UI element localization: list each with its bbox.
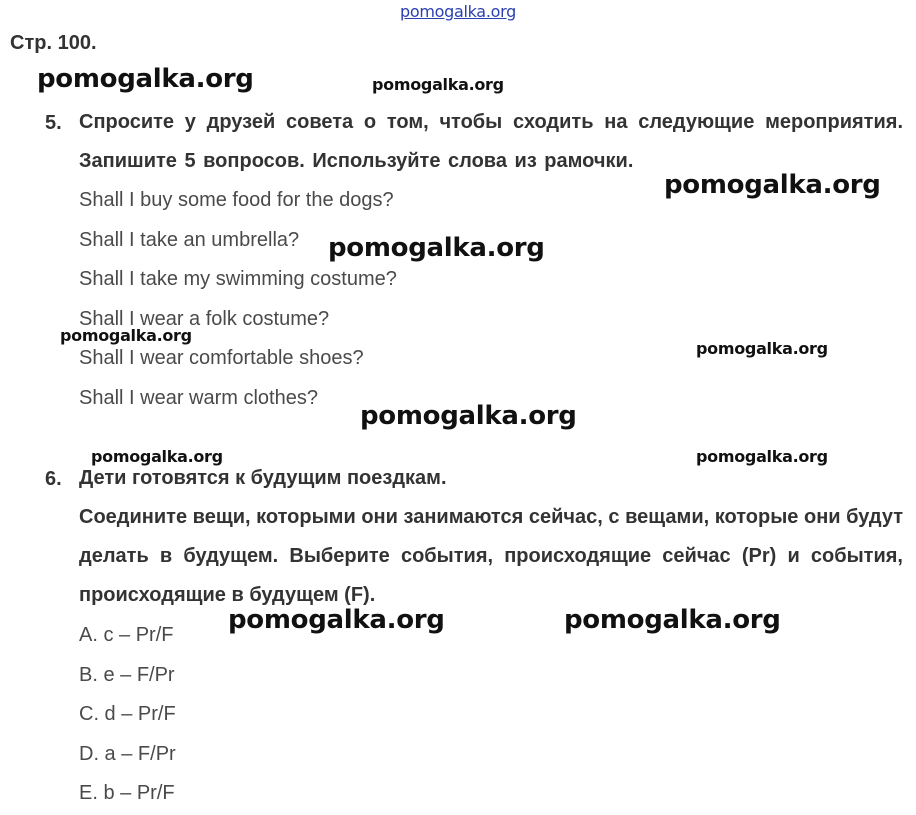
task-6-answer-d: D. a – F/Pr [79,743,176,765]
task-5-number: 5. [45,112,62,134]
task-5-answer-3: Shall I take my swimming costume? [79,268,397,290]
task-6-title: Дети готовятся к будущим поездкам. [79,467,447,489]
watermark: pomogalka.org [37,64,254,94]
task-5-answer-5: Shall I wear comfortable shoes? [79,347,364,369]
page-label: Стр. 100. [10,32,97,54]
watermark: pomogalka.org [91,447,223,466]
task-5-answer-1: Shall I buy some food for the dogs? [79,189,394,211]
watermark: pomogalka.org [328,233,545,263]
watermark: pomogalka.org [360,401,577,431]
watermark: pomogalka.org [228,605,445,635]
watermark: pomogalka.org [372,75,504,94]
watermark: pomogalka.org [60,326,192,345]
task-6-answer-a: A. c – Pr/F [79,624,174,646]
watermark: pomogalka.org [564,605,781,635]
task-5-instruction: Спросите у друзей совета о том, чтобы сходить на следующие мероприятия. Запишите 5 вопросов. Используйте слова из рамочки. [79,111,903,172]
task-5-answer-6: Shall I wear warm clothes? [79,387,318,409]
task-5-answer-4: Shall I wear a folk costume? [79,308,330,330]
watermark: pomogalka.org [696,339,828,358]
watermark: pomogalka.org [664,170,881,200]
task-6-answer-e: E. b – Pr/F [79,782,175,804]
task-6-instruction: Соедините вещи, которыми они занимаются сейчас, с вещами, которые они будут делать в будущем. Выберите события, происходящие сейчас (Pr) и события, происходящие в будущем (F). [79,506,903,606]
watermark: pomogalka.org [696,447,828,466]
task-6-answer-b: B. e – F/Pr [79,664,175,686]
task-5-answer-2: Shall I take an umbrella? [79,229,300,251]
task-6-number: 6. [45,468,62,490]
task-6-answer-c: C. d – Pr/F [79,703,176,725]
watermark-top: pomogalka.org [400,2,516,21]
